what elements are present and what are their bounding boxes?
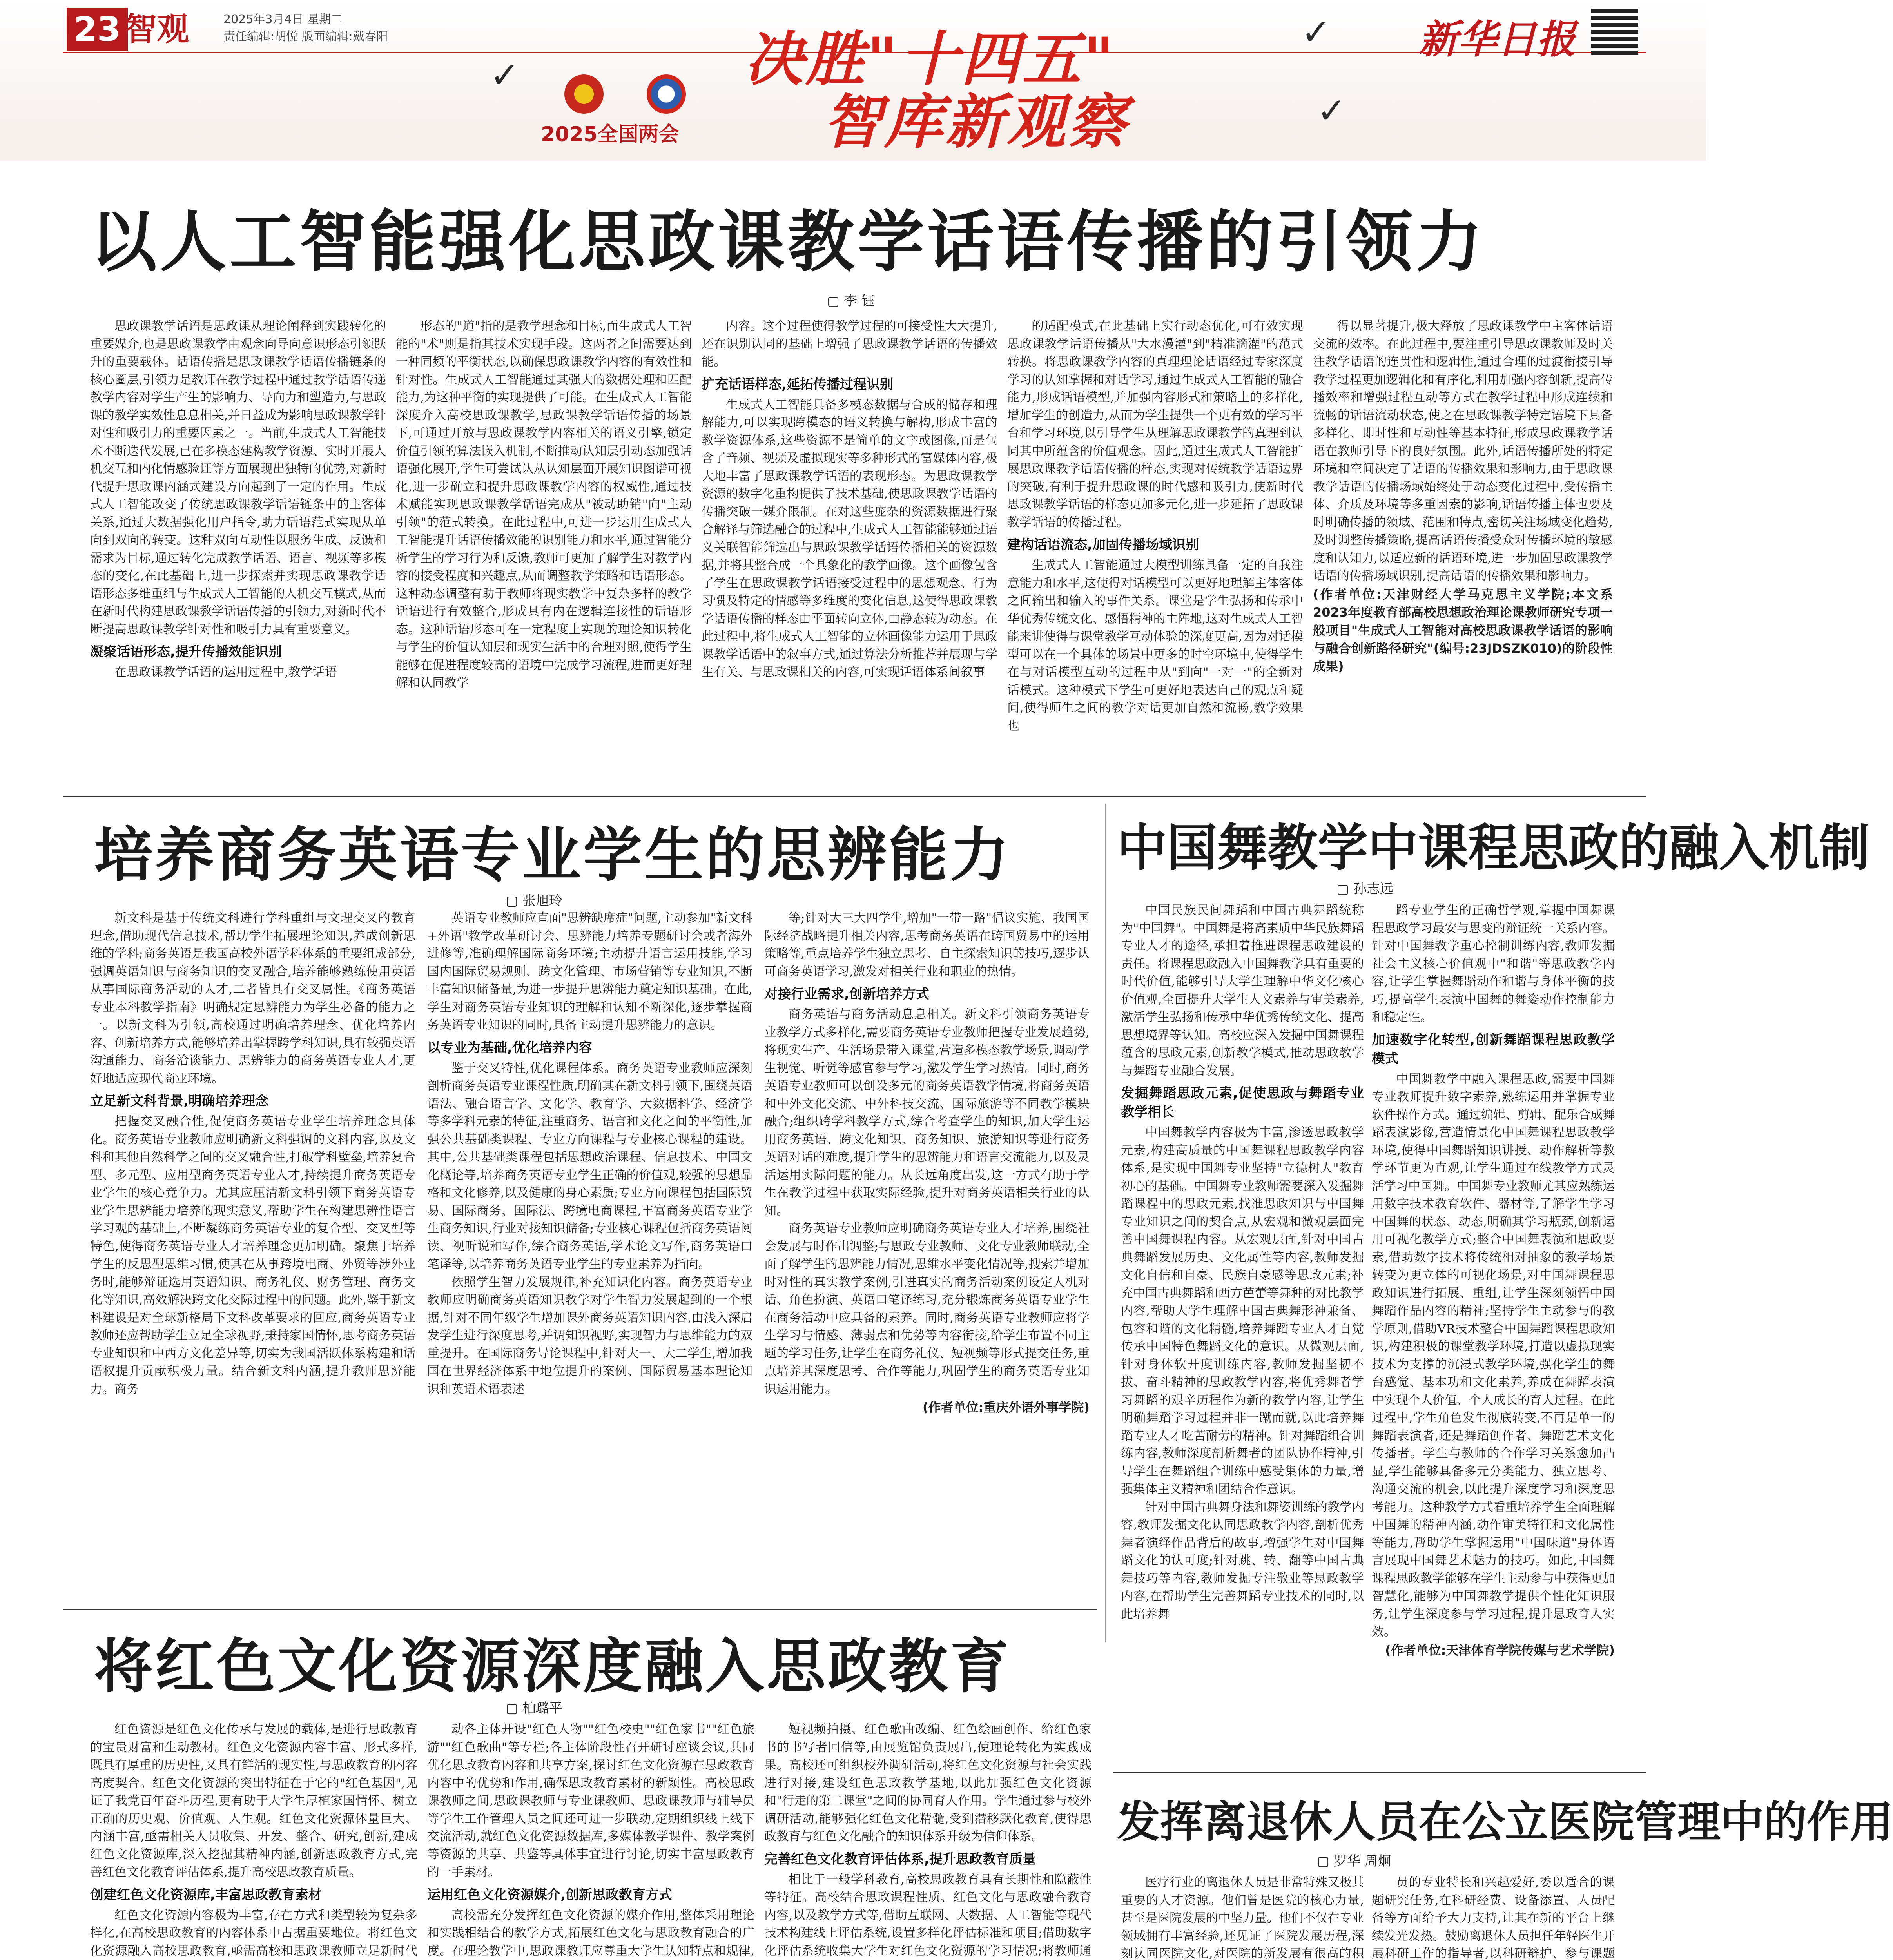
article-4-subheading-3: 完善红色文化教育评估体系,提升思政教育质量 [764,1851,1036,1867]
section-divider [63,796,1646,797]
article-2-column-2: 英语专业教师应直面"思辨缺席症"问题,主动参加"新文科+外语"教学改革研讨会、思辨能力培养专题研讨会或者海外进修等,准确理解国际商务环境;主动提升语言运用技能,学习国内国际贸易规则、跨文化管理、市场营销等专业知识,不断丰富知识储备量,为进一步提升思辨能力奠定知识基础。在此,学生对商务英语专业知识的理解和认知不断深化,逐步掌握商务英语专业知识的同时,具备主动提升思辨能力的意识。 以专业为基础,优化培养内容 鉴于交叉特性,优化课程体系。商务英语专业教师应深刻剖析商务英语专业课程性质,明确其在新文科引领下,围绕英语语法、融合语言学、文化学、教育学、大数据科学、经济学等多学科元素的特征,注重商务、语言和文化之间的平衡性,加强公共基础类课程、专业方向课程与专业核心课程的建设。其中,公共基础类课程包括思想政治课程、信息技术、中国文化概论等,培养商务英语专业学生正确的价值观,较强的思想品格和文化修养,以及健康的身心素质;专业方向课程包括国际贸易、国际商务、国际法、跨境电商课程,丰富商务英语专业学生商务知识,行业对接知识储备;专业核心课程包括商务英语阅读、视听说和写作,综合商务英语,学术论文写作,商务英语口笔译等,以培养商务英语专业学生的专业素养为指向。 依照学生智力发展规律,补充知识化内容。商务英语专业教师应明确商务英语知识教学对学生智力发展起到的一个根据,针对不同年级学生增加课外商务英语知识内容,由浅入深启发学生进行深度思考,并调知识视野,实现智力与思维能力的双重提升。在国际商务导论课程中,针对大一、大二学生,增加我国在世界经济体系中地位提升的案例、国际贸易基本理论知识和英语术语表述 [427,911,752,1396]
article-2-author-note: (作者单位:重庆外语外事学院) [922,1400,1090,1415]
article-2-subheading-1: 立足新文科背景,明确培养理念 [90,1093,268,1109]
article-1-column-5: 得以显著提升,极大释放了思政课教学中主客体话语交流的效率。在此过程中,要注重引导思政课教师及时关注教学话语的连贯性和逻辑性,通过合理的过渡衔接引导教学过程更加逻辑化和有序化,利用加强内容创新,提高传播效率和增强过程互动等方式在教学过程中形成连续和流畅的话语流动状态,使之在思政课教学特定语境下具备多样化、即时性和互动性等基本特征,形成思政课教学话语在教师引导下的良好氛围。此外,话语传播所处的特定环境和空间决定了话语的传播效果和影响力,由于思政课教学话语的传播场域始终处于动态变化过程中,受传播主体、介质及环境等多重因素的影响,话语传播主体也要及时明确传播的领域、范围和特点,密切关注场域变化趋势,及时调整传播策略,提高话语传播受众对传播环境的敏感度和认知力,以适应新的话语环境,进一步加固思政课教学话语的传播场域识别,提高话语的传播效果和影响力。 (作者单位:天津财经大学马克思主义学院;本文系2023年度教育部高校思想政治理论课教师研究专项一般项目"生成式人工智能对高校思政课教学话语的影响与融合创新路径研究"(编号:23JDSZK010)的阶段性成果) [1313,318,1613,788]
article-4-subheading-2: 运用红色文化资源媒介,创新思政教育方式 [427,1887,672,1903]
article-3-title: 中国舞教学中课程思政的融入机制 [1117,818,1870,877]
article-4-title: 将红色文化资源深度融入思政教育 [94,1632,1012,1701]
article-5-title: 发挥离退休人员在公立医院管理中的作用 [1117,1797,1893,1847]
article-1-column-3: 内容。这个过程使得教学过程的可接受性大大提升,还在识别认同的基础上增强了思政课教学话语的传播效能。 扩充话语样态,延拓传播过程识别 生成式人工智能具备多模态数据与合成的储存和理解能力,可以实现跨模态的语义转换与解构,形成丰富的教学资源体系,这些资源不是简单的文字或图像,而是包含了音频、视频及虚拟现实等多种形式的富媒体内容,极大地丰富了思政课教学话语的表现形态。为思政课教学资源的数字化重构提供了技术基础,使思政课教学话语的传播突破一媒介限制。在对这些庞杂的资源数据进行聚合解译与筛选融合的过程中,生成式人工智能能够通过语义关联智能筛选出与思政课教学话语传播相关的资源数据,并将其整合成一个具象化的教学画像。这个画像包含了学生在思政课教学话语接受过程中的思想观念、行为习惯及特定的情感等多维度的变化信息,这使得思政课教学话语传播的样态由平面转向立体,由静态转为动态。在此过程中,将生成式人工智能的立体画像能力运用于思政课教学话语中的叙事方式,通过算法分析推荐并展现与学生有关、与思政课相关的内容,可实现话语体系间叙事 [702,319,997,679]
article-1-column-4: 的适配模式,在此基础上实行动态优化,可有效实现思政课教学话语传播从"大水漫灌"到"精准滴灌"的范式转换。将思政课教学内容的真理理论话语经过专家深度学习的认知掌握和对话学习,通过生成式人工智能的融合能力,形成话语模型,并加强内容形式和策略上的多样化,增加学生的创造力,从而为学生提供一个更有效的学习平台和学习环境,以引导学生从理解思政课教学的真理到认同其中所蕴含的价值观念。因此,通过生成式人工智能扩展思政课教学话语传播的样态,实现对传统教学话语边界的突破,有利于提升思政课的时代感和吸引力,使新时代思政课教学话语的样态更加多元化,进一步延拓了思政课教学话语的传播过程。 建构话语流态,加固传播场域识别 生成式人工智能通过大模型训练具备一定的自我注意能力和水平,这使得对话模型可以更好地理解主体客体之间输出和输入的事件关系。课堂是学生弘扬和传承中华优秀传统文化、感悟精神的主阵地,这对生成式人工智能来讲使得与课堂教学互动体验的深度更高,因为对话模型可以在一个具体的场景中更多的时空环境中,使得学生在与对话模型互动的过程中从"到向"一对一"的全新对话模式。这种模式下学生可更好地表达自己的观点和疑问,使得师生之间的教学对话更加自然和流畅,教学效果也 [1007,319,1303,733]
slogan-line-2: 智库新观察 [823,87,1129,156]
article-4-column-3: 短视频拍摄、红色歌曲改编、红色绘画创作、给红色家书的书写者回信等,由展览馆负责展出,使理论转化为实践成果。高校还可组织校外调研活动,将红色文化资源与社会实践进行对接,建设红色思政教学基地,以此加强红色文化资源和"行走的第二课堂"之间的协同育人作用。学生通过参与校外调研活动,能够强化红色文化精髓,受到潜移默化教育,使得思政教育与红色文化融合的知识体系升级为信仰体系。 完善红色文化教育评估体系,提升思政教育质量 相比于一般学科教育,高校思政教育具有长期性和隐蔽性等特征。高校结合思政课程性质、红色文化与思政融合教育内容,以及教学方式等,借助互联网、大数据、人工智能等现代技术构建线上评估系统,设置多样化评估标准和项目;借助数字化评估系统收集大学生对红色文化资源的学习情况;将教师通 [764,1722,1092,1958]
article-1-column-1: 思政课教学话语是思政课从理论阐释到实践转化的重要媒介,也是思政课教学由观念向导向意识形态引领跃升的重要载体。话语传播是思政课教学话语传播链条的核心圈层,引领力是教师在教学过程中通过教学话语传递教学内容对学生产生的影响力、导向力和塑造力,与思政课的教学实效性息息相关,并日益成为影响思政课教学针对性和吸引力的重要因素之一。当前,生成式人工智能技术不断迭代发展,已在多模态建构教学资源、实时开展人机交互和内化情感验证等方面展现出独特的优势,对新时代提升思政课内涵式建设方向起到了一定的作用。生成式人工智能改变了传统思政课教学话语链条中的主客体关系,通过大数据强化用户指令,助力话语范式实现从单向到双向的转变。这种双向互动性以服务生成、反馈和需求为目标,通过转化完成教学话语、语言、视频等多模态的变化,在此基础上,进一步探索并实现思政课教学话语形态多维重组与生成式人工智能的人机交互模式,从而在新时代构建思政课教学话语传播的引领力,对新时代不断提高思政课教学针对性和吸引力具有重要意义。 凝聚话语形态,提升传播效能识别 在思政课教学话语的运用过程中,教学话语 [90,319,386,679]
article-1-title: 以人工智能强化思政课教学话语传播的引领力 [90,203,1486,281]
article-1-subheading-2: 扩充话语样态,延拓传播过程识别 [702,376,893,392]
article-1-byline: ▢ 李 钰 [827,293,875,309]
newspaper-logo: 新华日报 [1419,16,1576,62]
article-1-column-2: 形态的"道"指的是教学理念和目标,而生成式人工智能的"术"则是指其技术实现手段。这两者之间需要达到一种同频的平衡状态,以确保思政课教学内容的有效性和针对性。生成式人工智能通过其强大的数据处理和匹配能力,为这种平衡的实现提供了可能。在生成式人工智能深度介入高校思政课教学,思政课教学话语传播的场景下,可通过开放与思政课教学内容相关的语义引擎,锁定价值引领的算法嵌入机制,不断推动认知层引动态加强话语强化展开,学生可尝试认从认知层面开展知识图谱可视化,进一步确立和提升思政课教学内容的权威性,通过技术赋能实现思政课教学话语完成从"被动助销"向"主动引领"的范式转换。在此过程中,可进一步运用生成式人工智能提升话语传播效能的识别能力和水平,通过智能分析学生的学习行为和反馈,教师可更加了解学生对教学内容的接受程度和兴趣点,从而调整教学策略和话语形态。这种动态调整有助于教师将现实教学中复杂多样的教学话语进行有效整合,形成具有内在逻辑连接性的话语形态。这种话语形态可在一定程度上实现的理论知识转化与学生的价值认知层和现实生活中的合理对照,使得学生能够在促进程度较高的语境中完成学习流程,进而更好理解和认同教学 [396,319,692,690]
article-4-subheading-1: 创建红色文化资源库,丰富思政教育素材 [90,1887,322,1903]
article-2-subheading-2: 以专业为基础,优化培养内容 [427,1040,592,1056]
article-4-column-1: 红色资源是红色文化传承与发展的载体,是进行思政教育的宝贵财富和生动教材。红色文化资源内容丰富、形式多样,既具有厚重的历史性,又具有鲜活的现实性,与思政教育的内容高度契合。红色文化资源的突出特征在于它的"红色基因",见证了我党百年奋斗历程,更有助于大学生厚植家国情怀、树立正确的历史观、价值观、人生观。红色文化资源体量巨大、内涵丰富,亟需相关人员收集、开发、整合、研究,创新,建成红色文化资源库,深入挖掘其精神内涵,创新思政教育方式,完善红色文化教育评估体系,提升高校思政教育质量。 创建红色文化资源库,丰富思政教育素材 红色文化资源内容极为丰富,存在方式和类型较为复杂多样化,在高校思政教育的内容体系中占据重要地位。将红色文化资源融入高校思政教育,亟需高校和思政课教师立足新时代 [90,1722,417,1958]
article-3-byline: ▢ 孙志远 [1336,881,1393,897]
cppcc-emblem-icon [647,74,686,114]
article-1-subheading-1: 凝聚话语形态,提升传播效能识别 [90,644,282,660]
article-2-subheading-3: 对接行业需求,创新培养方式 [764,986,929,1002]
slogan-line-1: 决胜"十四五" [745,25,1117,94]
event-label: 2025全国两会 [541,123,679,146]
article-1-subheading-3: 建构话语流态,加固传播场域识别 [1007,537,1199,553]
qr-code-icon[interactable] [1591,8,1638,55]
swallow-icon: ✓ [490,55,520,96]
section-divider [1113,1772,1646,1773]
article-4-column-2: 动各主体开设"红色人物""红色校史""红色家书""红色旅游""红色歌曲"等专栏;各主体阶段性召开研讨座谈会议,共同优化思政教育内容和共享方案,探讨红色文化资源在思政教育内容中的优势和作用,确保思政教育素材的新颖性。高校思政课教师之间,思政课教师与专业课教师、思政课教师与辅导员等学生工作管理人员之间还可进一步联动,定期组织线上线下交流活动,就红色文化资源数据库,多媒体教学课件、教学案例等资源的共享、共鉴等具体事宜进行讨论,切实丰富思政教育的一手素材。 运用红色文化资源媒介,创新思政教育方式 高校需充分发挥红色文化资源的媒介作用,整体采用理论和实践相结合的教学方式,拓展红色文化与思政教育融合的广度。在理论教学中,思政课教师应尊重大学生认知特点和规律, [427,1722,754,1958]
swallow-icon: ✓ [1317,90,1347,131]
article-2-title: 培养商务英语专业学生的思辨能力 [94,820,1012,889]
header-meta [223,11,388,45]
swallow-icon: ✓ [1301,12,1331,53]
article-5-column-2: 员的专业特长和兴趣爱好,委以适合的课题研究任务,在科研经费、设备添置、人员配备等方面给予大力支持,让其在新的平台上继续发光发热。鼓励离退休人员担任年轻医生开展科研工作的指导者,以科研辩护、参与课题 [1372,1875,1615,1960]
article-4-byline: ▢ 柏璐平 [506,1700,562,1716]
article-3-author-note: (作者单位:天津体育学院传媒与艺术学院) [1385,1642,1615,1658]
editors-line: 责任编辑:胡悦 版面编辑:戴春阳 [223,30,388,44]
article-5-column-1: 医疗行业的离退休人员是非常特殊又极其重要的人才资源。他们曾是医院的核心力量,甚至是医院发展的中坚力量。他们不仅在专业领域拥有丰富经验,还见证了医院发展历程,深刻认同医院文化,对医院的新发展有很高的积 [1121,1875,1364,1960]
date-line: 2025年3月4日 星期二 [223,13,343,26]
article-2-column-3: 等;针对大三大四学生,增加"一带一路"倡议实施、我国国际经济战略提升相关内容,思考商务英语在跨国贸易中的运用策略等,重点培养学生独立思考、自主探索知识的技巧,逐步认可商务英语学习,激发对相关行业和职业的热情。 对接行业需求,创新培养方式 商务英语与商务活动息息相关。新文科引领商务英语专业教学方式多样化,需要商务英语专业教师把握专业发展趋势,将现实生产、生活场景带入课堂,营造多模态教学场景,调动学生视觉、听觉等感官参与学习,激发学生学习热情。同时,商务英语专业教师可以创设多元的商务英语教学情境,将商务英语和中外文化交流、中外科技交流、国际旅游等不同教学模块融合;组织跨学科教学方式,综合考查学生的知识,加大学生运用商务英语、跨文化知识、商务知识、旅游知识等进行商务英语对话的难度,提升学生的思辨能力和语言交流能力,以及灵活运用实际问题的能力。从长远角度出发,这一方式有助于学生在教学过程中获取实际经验,提升对商务英语相关行业的认知。 商务英语专业教师应明确商务英语专业人才培养,围绕社会发展与时作出调整;与思政专业教师、文化专业教师联动,全面了解学生的思辨能力情况,思维水平变化情况等,搜索并增加时对性的真实教学案例,引进真实的商务活动案例设定人机对话、角色扮演、英语口笔译练习,充分锻炼商务英语专业学生在商务活动中应具备的素养。同时,商务英语专业教师应将学生学习与情感、薄弱点和优势等内容衔接,给学生布置不同主题的学习任务,让学生在商务礼仪、短视频等形式提交任务,重点培养其深度思考、合作等能力,巩固学生的商务英语专业知识运用能力。 (作者单位:重庆外语外事学院) [764,909,1090,1599]
article-2-column-1: 新文科是基于传统文科进行学科重组与文理交叉的教育理念,借助现代信息技术,帮助学生拓展理论知识,养成创新思维的学科;商务英语是我国高校外语学科体系的重要组成部分,强调英语知识与商务知识的交叉融合,培养能够熟练使用英语从事国际商务活动的人才,二者皆具有交叉属性。《商务英语专业本科教学指南》明确规定思辨能力为学生必备的能力之一。以新文科为引领,高校通过明确培养理念、优化培养内容、创新培养方式,能够培养出掌握跨学科知识,具有较强英语沟通能力、商务洽谈能力、思辨能力的商务英语专业人才,更好地适应现代商业环境。 立足新文科背景,明确培养理念 把握交叉融合性,促使商务英语专业学生培养理念具体化。商务英语专业教师应明确新文科强调的文科内容,以及文科和其他自然科学之间的交叉融合性,打破学科壁垒,培养复合型、多元型、应用型商务英语专业人才,持续提升商务英语专业学生的核心竞争力。尤其应厘清新文科引领下商务英语专业学生思辨能力培养的现实意义,帮助学生在构建思辨性语言学习观的基础上,不断凝练商务英语专业的复合型、交叉型等特色,使得商务英语专业人才培养理念更加明确。聚焦于培养学生的反思型思维习惯,使其在从事跨境电商、外贸等涉外业务时,能够辩证选用英语知识、商务礼仪、财务管理、商务文化等知识,高效解决跨文化交际过程中的问题。此外,鉴于新文科建设是对全球新格局下文科改革要求的回应,商务英语专业教师还应帮助学生立足全球视野,秉持家国情怀,思考商务英语专业知识和中西方文化差异等,切实为我国活跃体系构建和话语权提升贡献积极力量。结合新文科内涵,提升教师思辨能力。商务 [90,911,415,1396]
section-name: 智观 [125,11,189,48]
article-1-author-note: (作者单位:天津财经大学马克思主义学院;本文系2023年度教育部高校思想政治理论课教师研究专项一般项目"生成式人工智能对高校思政课教学话语的影响与融合创新路径研究"(编号:23JDSZK010)的阶段性成果) [1313,586,1613,674]
article-3-subheading-2: 加速数字化转型,创新舞蹈课程思政教学模式 [1372,1032,1615,1067]
article-3-column-1: 中国民族民间舞蹈和中国古典舞蹈统称为"中国舞"。中国舞是将高素质中华民族舞蹈专业人才的途径,承担着推进课程思政建设的责任。将课程思政融入中国舞教学具有重要的时代价值,能够引导大学生理解中华文化核心价值观,全面提升大学生人文素养与审美素养,激活学生弘扬和传承中华优秀传统文化、提高思想境界等认知。高校应深入发掘中国舞课程蕴含的思政元素,创新教学模式,推动思政教学与舞蹈专业融合发展。 发掘舞蹈思政元素,促使思政与舞蹈专业教学相长 中国舞教学内容极为丰富,渗透思政教学元素,构建高质量的中国舞课程思政教学内容体系,是实现中国舞专业坚持"立德树人"教育初心的基础。中国舞专业教师需要深入发掘舞蹈课程中的思政元素,找准思政知识与中国舞专业知识之间的契合点,从宏观和微观层面完善中国舞课程内容。从宏观层面,针对中国古典舞蹈发展历史、文化属性等内容,教师发掘文化自信和自豪、民族自豪感等思政元素;补充中国古典舞蹈和西方芭蕾等舞种的对比教学内容,帮助大学生理解中国古典舞形神兼备、包容和谐的文化精髓,培养舞蹈专业人才自觉传承中国特色舞蹈文化的意识。从微观层面,针对身体软开度训练内容,教师发掘坚韧不拔、奋斗精神的思政教学内容,将优秀舞者学习舞蹈的艰辛历程作为新的教学内容,让学生明确舞蹈学习过程并非一蹴而就,以此培养舞蹈专业人才吃苦耐劳的精神。针对舞蹈组合训练内容,教师深度剖析舞者的团队协作精神,引导学生在舞蹈组合训练中感受集体的力量,增强集体主义精神和团结合作意识。 针对中国古典舞身法和舞姿训练的教学内容,教师发掘文化认同思政教学内容,剖析优秀舞者演绎作品背后的故事,增强学生对中国舞蹈文化的认可度;针对跳、转、翻等中国古典舞技巧等内容,教师发掘专注敬业等思政教学内容,在帮助学生完善舞蹈专业技术的同时,以此培养舞 [1121,903,1364,1621]
article-5-byline: ▢ 罗华 周炯 [1317,1853,1391,1869]
column-divider [1105,804,1106,1642]
article-3-subheading-1: 发掘舞蹈思政元素,促使思政与舞蹈专业教学相长 [1121,1085,1364,1120]
article-2-byline: ▢ 张旭玲 [506,893,562,909]
section-divider [63,1609,1097,1610]
article-3-column-2: 蹈专业学生的正确哲学观,掌握中国舞课程思政学习最安与思变的辩证统一关系内容。针对中国舞教学重心控制训练内容,教师发掘社会主义核心价值观中"和谐"等思政教学内容,让学生掌握舞蹈动作和谐与身体平衡的技巧,提高学生表演中国舞的舞姿动作控制能力和稳定性。 加速数字化转型,创新舞蹈课程思政教学模式 中国舞教学中融入课程思政,需要中国舞专业教师提升数字素养,熟练运用并掌握专业软件操作方式。通过编辑、剪辑、配乐合成舞蹈表演影像,营造情景化中国舞课程思政教学环境,使得中国舞蹈知识讲授、动作解析等教学环节更为直观,让学生通过在线教学方式灵活学习中国舞。中国舞专业教师尤其应熟练运用数字技术教育软件、器材等,了解学生学习中国舞的状态、动态,明确其学习瓶颈,创新运用可视化教学方式;整合中国舞表演和思政要素,借助数字技术将传统相对抽象的教学场景转变为更立体的可视化场景,对中国舞课程思政知识进行拓展、重组,让学生深刻领悟中国舞蹈作品内容的精神;坚持学生主动参与的教学原则,借助VR技术整合中国舞蹈课程思政知识,构建积极的课堂教学环境,打造以虚拟现实技术为支撑的沉浸式教学环境,强化学生的舞台感觉、基本功和文化素养,养成在舞蹈表演中实现个人价值、个人成长的育人过程。在此过程中,学生角色发生彻底转变,不再是单一的舞蹈表演者,还是舞蹈创作者、舞蹈艺术文化传播者。学生与教师的合作学习关系愈加凸显,学生能够具备多元分类能力、独立思考、沟通交流的机会,以此提升深度学习和深度思考能力。这种教学方式看重培养学生全面理解中国舞的精神内涵,动作审美特征和文化属性等能力,帮助学生掌握运用"中国味道"身体语言展现中国舞艺术魅力的技巧。如此,中国舞课程思政教学能够在学生主动参与中获得更加智慧化,能够为中国舞教学提供个性化知识服务,让学生深度参与学习过程,提升思政育人实效。 (作者单位:天津体育学院传媒与艺术学院) [1372,902,1615,1760]
page-number: 23 [67,8,128,51]
national-emblem-icon [564,74,604,114]
